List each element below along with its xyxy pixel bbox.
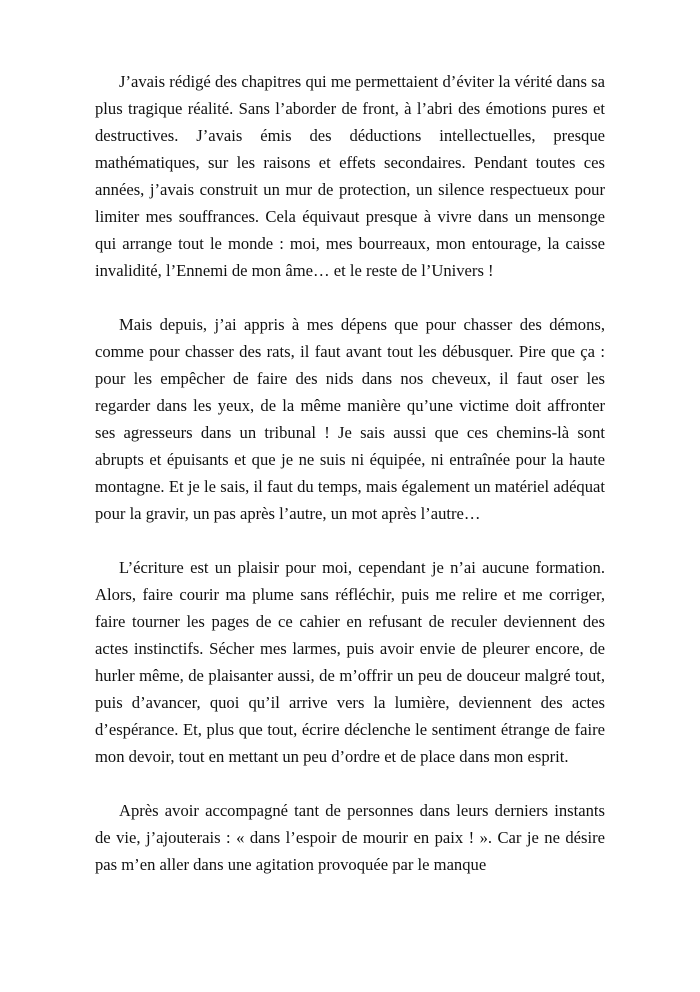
document-page	[95, 68, 605, 878]
paragraph-4: Après avoir accompagné tant de personnes dans leurs derniers instants de vie, j’ajouterais : « dans l’espoir de mourir en paix ! ». Car je ne désire pas m’en aller dans une agitation provoquée par le manque	[95, 801, 605, 874]
paragraph-2: Mais depuis, j’ai appris à mes dépens que pour chasser des démons, comme pour chasser des rats, il faut avant tout les débusquer. Pire que ça : pour les empêcher de faire des nids dans nos cheveux, il faut oser les regarder dans les yeux, de la même manière qu’une victime doit affronter ses agresseurs dans un tribunal ! Je sais aussi que ces chemins-là sont abrupts et épuisants et que je ne suis ni équipée, ni entraînée pour la haute montagne. Et je le sais, il faut du temps, mais également un matériel adéquat pour la gravir, un pas après l’autre, un mot après l’autre…	[95, 315, 605, 523]
paragraph-3: L’écriture est un plaisir pour moi, cependant je n’ai aucune formation. Alors, faire courir ma plume sans réfléchir, puis me relire et me corriger, faire tourner les pages de ce cahier en refusant de reculer deviennent des actes instinctifs. Sécher mes larmes, puis avoir envie de pleurer encore, de hurler même, de plaisanter aussi, de m’offrir un peu de douceur malgré tout, puis d’avancer, quoi qu’il arrive vers la lumière, deviennent des actes d’espérance. Et, plus que tout, écrire déclenche le sentiment étrange de faire mon devoir, tout en mettant un peu d’ordre et de place dans mon esprit.	[95, 558, 605, 766]
paragraph-1: J’avais rédigé des chapitres qui me permettaient d’éviter la vérité dans sa plus tragique réalité. Sans l’aborder de front, à l’abri des émotions pures et destructives. J’avais émis des déductions intellectuelles, presque mathématiques, sur les raisons et effets secondaires. Pendant toutes ces années, j’avais construit un mur de protection, un silence respectueux pour limiter mes souffrances. Cela équivaut presque à vivre dans un mensonge qui arrange tout le monde : moi, mes bourreaux, mon entourage, la caisse invalidité, l’Ennemi de mon âme… et le reste de l’Univers !	[95, 72, 605, 280]
